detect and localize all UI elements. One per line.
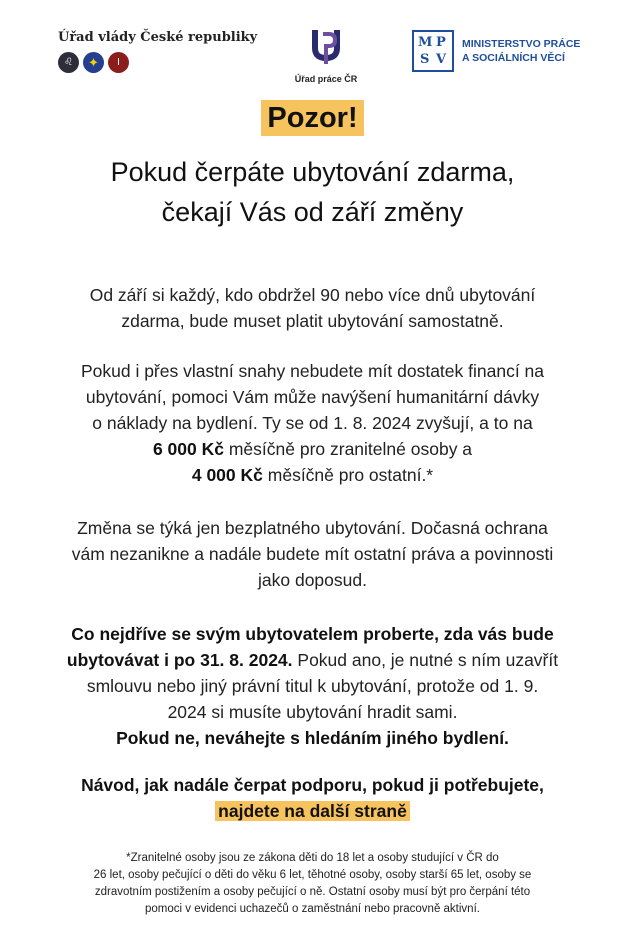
p2-line1: Pokud i přes vlastní snahy nebudete mít dostatek financí na — [80, 361, 545, 381]
amount-others: 4 000 Kč — [191, 465, 263, 485]
p4-bold1: Co nejdříve se svým ubytovatelem proberte, zda vás bude — [71, 624, 554, 644]
urad-prace-logo — [286, 28, 366, 84]
gov-icons — [58, 52, 257, 73]
p3-line3: jako doposud. — [258, 570, 367, 590]
p4-line3: smlouvu nebo jiný právní titul k ubytování, protože od 1. 9. — [86, 676, 539, 696]
p2-line3: o náklady na bydlení. Ty se od 1. 8. 2024 zvyšují, a to na — [92, 413, 533, 433]
next-page-highlight: najdete na další straně — [215, 801, 410, 821]
p4-line5 — [30, 725, 595, 751]
footnote — [50, 850, 575, 918]
p4-bold5: Pokud ne, neváhejte s hledáním jiného bydlení. — [116, 728, 509, 748]
mpsv-label-line2: A SOCIÁLNÍCH VĚCÍ — [462, 52, 565, 64]
p4-line2 — [30, 647, 595, 673]
headline-line2: čekají Vás od září změny — [161, 197, 464, 227]
p5-line1: Návod, jak nadále čerpat podporu, pokud ji potřebujete, — [81, 775, 544, 795]
p3-line1: Změna se týká jen bezplatného ubytování. Dočasná ochrana — [77, 518, 548, 538]
p1-line1: Od září si každý, kdo obdržel 90 nebo více dnů ubytování — [89, 285, 536, 305]
p2-line2: ubytování, pomoci Vám může navýšení humanitární dávky — [85, 387, 540, 407]
eu-stars-icon: ✦ — [83, 52, 104, 73]
amount-vulnerable: 6 000 Kč — [152, 439, 224, 459]
urad-prace-icon — [311, 28, 341, 66]
p4-text2: Pokud ano, je nutné s ním uzavřít — [292, 650, 559, 670]
p2-text2: měsíčně pro ostatní.* — [262, 465, 434, 485]
p2-line4 — [30, 436, 595, 462]
mpsv-icon: M P S V — [412, 30, 454, 72]
mpsv-label — [462, 37, 580, 65]
p5-line2-wrap — [30, 798, 595, 824]
p2-line5 — [30, 462, 595, 488]
mpsv-logo — [412, 30, 580, 72]
paragraph-1 — [30, 282, 595, 334]
headline — [0, 152, 625, 232]
title-wrap — [0, 100, 625, 136]
paragraph-5 — [30, 772, 595, 824]
header — [0, 0, 625, 95]
headline-line1: Pokud čerpáte ubytování zdarma, — [110, 157, 515, 187]
p3-line2: vám nezanikne a nadále budete mít ostatní práva a povinnosti — [71, 544, 554, 564]
page-title: Pozor! — [261, 100, 363, 136]
p1-line2: zdarma, bude muset platit ubytování samostatně. — [121, 311, 504, 331]
gov-logo — [58, 30, 257, 73]
lion-emblem-icon: ♌ — [58, 52, 79, 73]
footnote-line4: pomoci v evidenci uchazečů o zaměstnání nebo pracovně aktivní. — [145, 903, 480, 915]
p4-line4: 2024 si musíte ubytování hradit sami. — [167, 702, 458, 722]
mpsv-label-line1: MINISTERSTVO PRÁCE — [462, 38, 581, 50]
footnote-line2: 26 let, osoby pečující o děti do věku 6 let, těhotné osoby, osoby starší 65 let, osoby se — [93, 869, 532, 881]
paragraph-2 — [30, 358, 595, 488]
gov-title: Úřad vlády České republiky — [58, 30, 258, 45]
paragraph-3 — [30, 515, 595, 593]
footnote-line3: zdravotním postižením a osoby pečující o ně. Ostatní osoby musí být pro čerpání této — [94, 886, 531, 898]
p4-line1 — [30, 621, 595, 647]
urad-prace-label: Úřad práce ČR — [294, 74, 358, 84]
p4-bold2: ubytovávat i po 31. 8. 2024. — [66, 650, 293, 670]
mace-emblem-icon: Ⅰ — [108, 52, 129, 73]
p2-text1: měsíčně pro zranitelné osoby a — [223, 439, 473, 459]
paragraph-4 — [30, 621, 595, 751]
footnote-line1: *Zranitelné osoby jsou ze zákona děti do 18 let a osoby studující v ČR do — [126, 852, 499, 864]
